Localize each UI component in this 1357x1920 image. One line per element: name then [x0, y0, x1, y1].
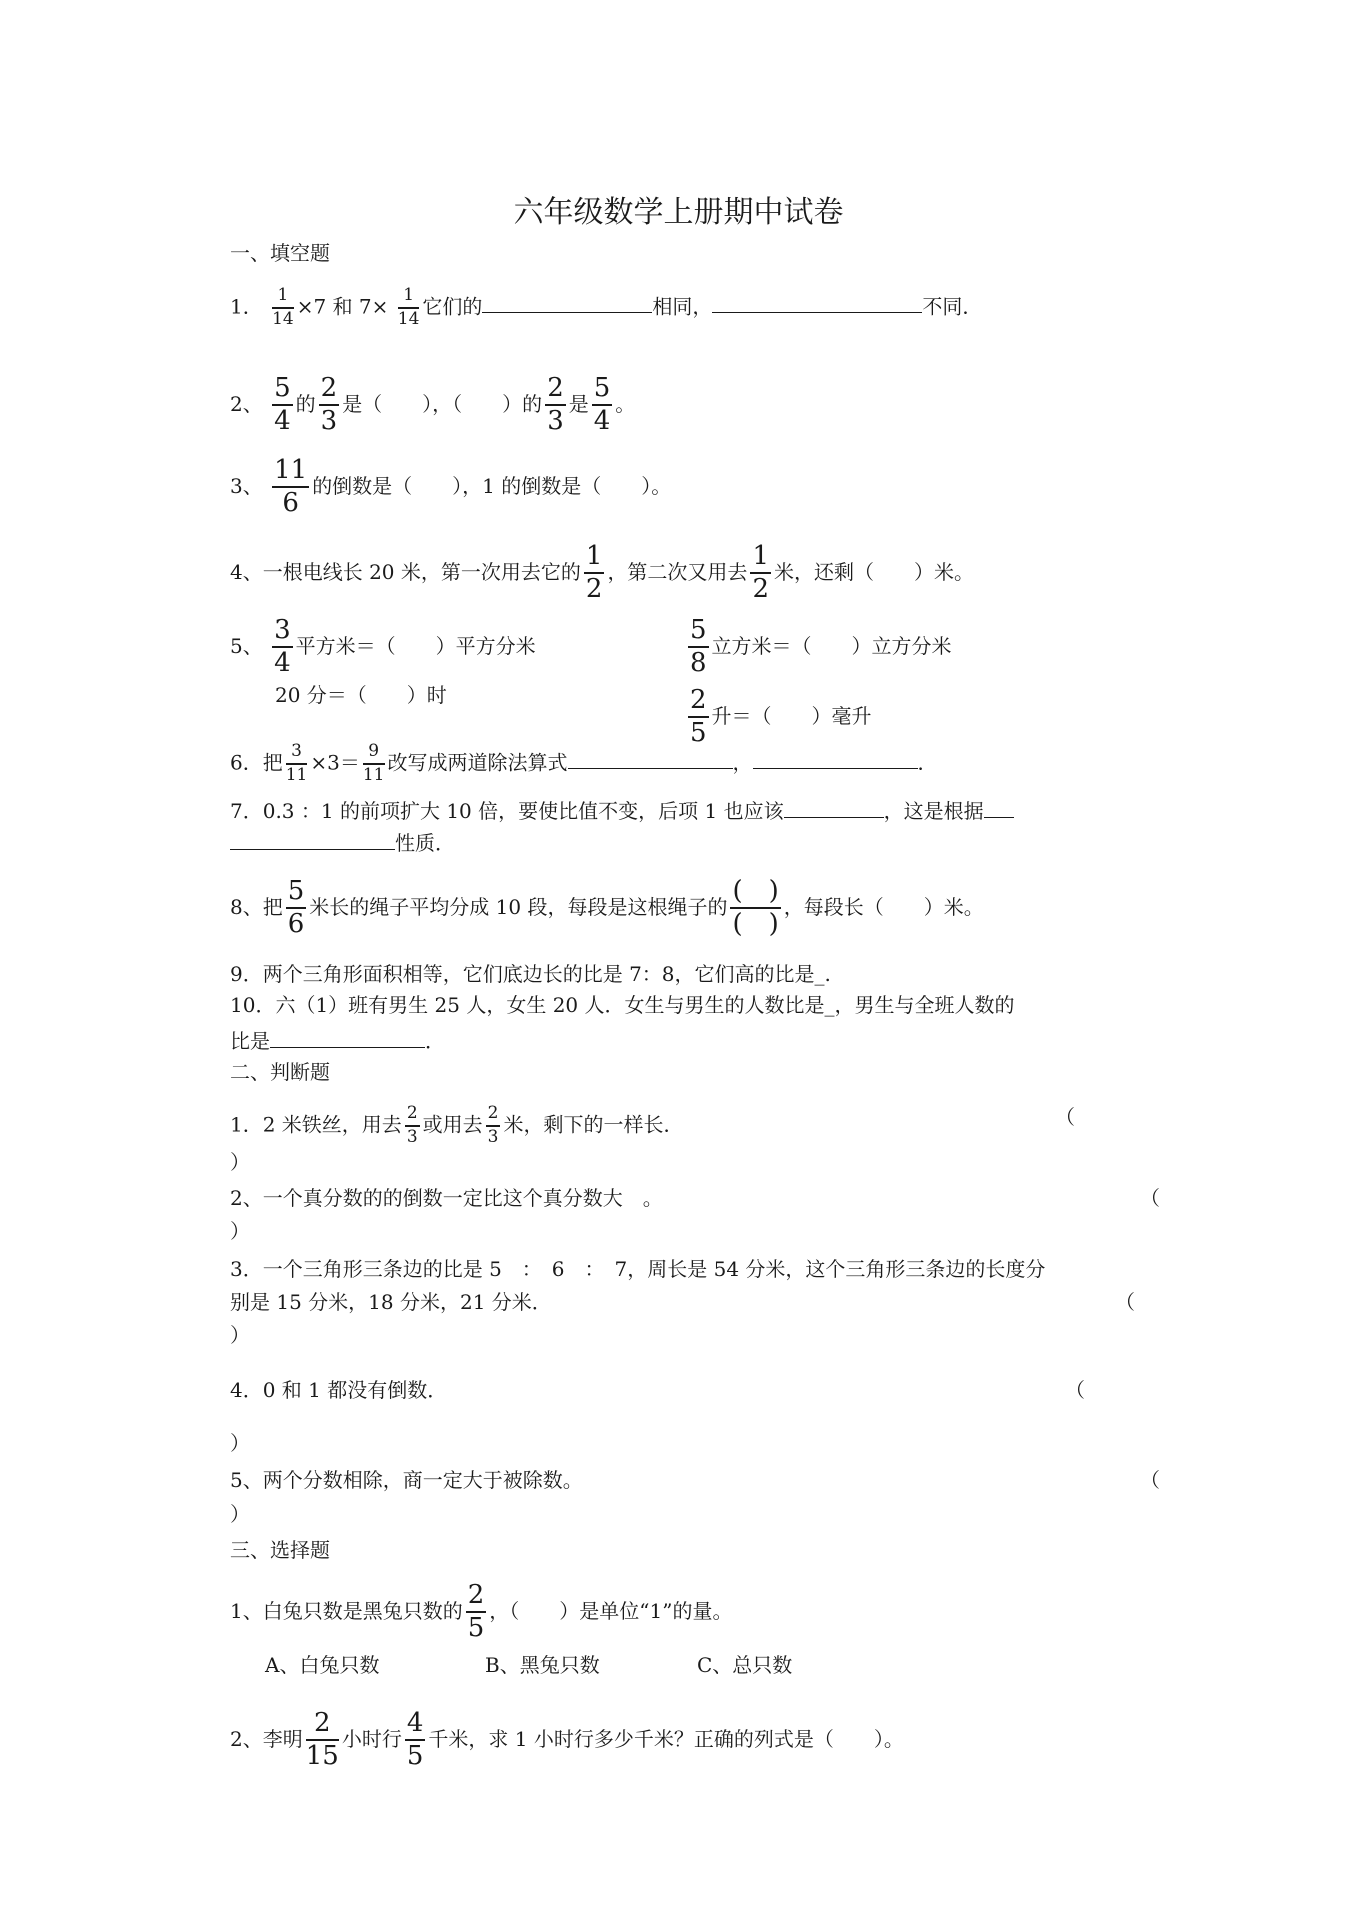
- question-text: ×3＝: [310, 750, 360, 775]
- fraction: $\frac{1}{14}$: [397, 285, 420, 329]
- option-b[interactable]: B、黑兔只数: [485, 1653, 600, 1677]
- question-text: 改写成两道除法算式: [387, 750, 568, 775]
- answer-paren-close[interactable]: ）: [230, 1150, 250, 1174]
- option-c[interactable]: C、总只数: [697, 1653, 793, 1677]
- question-text: 的倒数是（ ），1 的倒数是（ ）。: [312, 473, 672, 498]
- question-text: 的: [295, 391, 316, 416]
- question-text: ，（ ）是单位“1”的量。: [489, 1598, 733, 1623]
- judge-3-line-1: 3．一个三角形三条边的比是 5 ： 6 ： 7，周长是 54 分米，这个三角形三条边的长度分: [230, 1257, 1046, 1281]
- fraction: $\frac{2}{15}$: [305, 1708, 339, 1772]
- fraction: $\frac{2}{5}$: [467, 1580, 485, 1644]
- question-number: 5、: [230, 633, 263, 658]
- fraction: $\frac{11}{6}$: [274, 455, 308, 519]
- fraction: $\frac{5}{8}$: [690, 615, 707, 679]
- answer-paren-close[interactable]: ）: [230, 1323, 250, 1347]
- judge-4: 4．0 和 1 都没有倒数．: [230, 1378, 448, 1402]
- answer-blank[interactable]: [712, 292, 922, 313]
- fraction: $\frac{5}{4}$: [593, 373, 611, 437]
- question-text: 。: [615, 391, 636, 416]
- question-text: 1．2 米铁丝，用去: [230, 1112, 402, 1137]
- fraction-blank[interactable]: $\frac{( )}{( )}$: [732, 876, 779, 940]
- fraction: $\frac{3}{4}$: [274, 615, 291, 679]
- judge-2: 2、一个真分数的的倒数一定比这个真分数大 。: [230, 1186, 663, 1210]
- question-text: ，这是根据: [883, 799, 984, 823]
- question-5-row-2: [275, 685, 447, 705]
- question-text: ，每段长（ ）米。: [783, 894, 984, 919]
- question-text: 不同．: [922, 294, 983, 319]
- question-7-line-1: [230, 797, 1014, 821]
- question-text: 平方米＝（ ）平方分米: [295, 633, 536, 658]
- question-7-line-2: [230, 829, 455, 853]
- question-3: [230, 457, 671, 518]
- judge-5: 5、两个分数相除，商一定大于被除数。: [230, 1468, 583, 1492]
- choice-2: [230, 1710, 904, 1771]
- question-text: 米，剩下的一样长．: [503, 1112, 684, 1137]
- question-text: 它们的: [422, 294, 483, 319]
- option-a[interactable]: A、白兔只数: [265, 1653, 380, 1677]
- page-title: 六年级数学上册期中试卷: [513, 195, 844, 230]
- answer-blank[interactable]: [568, 748, 733, 769]
- question-text: 米长的绳子平均分成 10 段，每段是这根绳子的: [309, 894, 728, 919]
- question-2: [230, 375, 635, 436]
- question-text: 米，还剩（ ）米。: [773, 559, 974, 584]
- question-8: [230, 878, 984, 939]
- question-text: ，第二次又用去: [607, 559, 748, 584]
- section-heading-judge: 二、判断题: [230, 1060, 330, 1084]
- answer-paren-close[interactable]: ）: [230, 1502, 250, 1526]
- answer-paren-open[interactable]: （: [1140, 1468, 1160, 1492]
- fraction: $\frac{5}{6}$: [287, 876, 305, 940]
- question-text: 升＝（ ）毫升: [711, 703, 872, 728]
- question-text: 是（ ），（ ）的: [342, 391, 543, 416]
- fraction: $\frac{3}{11}$: [285, 741, 308, 785]
- fraction: $\frac{5}{4}$: [274, 373, 291, 437]
- question-number: 3、: [230, 473, 263, 498]
- question-text: 千米，求 1 小时行多少千米？正确的列式是（ ）。: [428, 1726, 904, 1751]
- question-text: 小时行: [341, 1726, 402, 1751]
- fraction: $\frac{1}{2}$: [585, 541, 603, 605]
- judge-1: [230, 1105, 683, 1147]
- judge-3-line-2: 别是 15 分米，18 分米，21 分米．: [230, 1290, 552, 1314]
- question-5-row-2-right: [685, 687, 872, 748]
- answer-blank[interactable]: [482, 292, 652, 313]
- fraction: $\frac{2}{3}$: [406, 1103, 418, 1147]
- question-9: 9．两个三角形面积相等，它们底边长的比是 7：8，它们高的比是_.: [230, 962, 831, 986]
- fraction: $\frac{4}{5}$: [406, 1708, 424, 1772]
- fraction: $\frac{9}{11}$: [362, 741, 385, 785]
- answer-paren-open[interactable]: （: [1115, 1290, 1135, 1314]
- fraction: $\frac{2}{3}$: [547, 373, 564, 437]
- question-text: 7．0.3 ：1 的前项扩大 10 倍，要使比值不变，后项 1 也应该: [230, 799, 784, 823]
- question-text: 是: [568, 391, 589, 416]
- section-heading-fill: 一、填空题: [230, 241, 330, 265]
- question-text: 20 分＝（ ）时: [275, 683, 447, 707]
- question-text: ．: [425, 1029, 445, 1053]
- question-6: [230, 743, 938, 785]
- answer-paren-close[interactable]: ）: [230, 1431, 250, 1455]
- question-number: 1．: [230, 294, 263, 319]
- question-text: 性质．: [395, 831, 455, 855]
- choice-1: [230, 1582, 732, 1643]
- question-text: ，: [732, 750, 753, 775]
- question-10-line-2: [230, 1027, 445, 1051]
- fraction: $\frac{2}{3}$: [487, 1103, 499, 1147]
- answer-blank[interactable]: [270, 1027, 425, 1048]
- question-text: ．: [917, 750, 938, 775]
- answer-blank[interactable]: [230, 829, 395, 850]
- section-heading-choice: 三、选择题: [230, 1538, 330, 1562]
- fraction: $\frac{1}{2}$: [752, 541, 769, 605]
- answer-paren-open[interactable]: （: [1065, 1378, 1085, 1402]
- question-number: 2、: [230, 391, 263, 416]
- question-text: 相同，: [652, 294, 713, 319]
- question-5-row-1-right: [685, 617, 952, 678]
- question-1: [230, 287, 982, 329]
- question-text: 2、李明: [230, 1726, 303, 1751]
- question-text: 立方米＝（ ）立方分米: [711, 633, 952, 658]
- fraction: $\frac{2}{3}$: [320, 373, 338, 437]
- answer-blank[interactable]: [784, 797, 884, 818]
- question-text: 8、把: [230, 894, 283, 919]
- question-text: 6．把: [230, 750, 283, 775]
- answer-paren-open[interactable]: （: [1055, 1105, 1075, 1129]
- answer-blank[interactable]: [753, 748, 918, 769]
- question-5-row-1: [230, 617, 536, 678]
- answer-paren-open[interactable]: （: [1140, 1186, 1160, 1210]
- question-text: 或用去: [422, 1112, 483, 1137]
- question-text: 比是: [230, 1029, 270, 1053]
- answer-blank[interactable]: [984, 797, 1014, 818]
- question-text: 4、一根电线长 20 米，第一次用去它的: [230, 559, 581, 584]
- question-text: ×7 和 7×: [296, 294, 389, 319]
- question-10-line-1: 10．六（1）班有男生 25 人，女生 20 人．女生与男生的人数比是_，男生与全班人数的: [230, 993, 1015, 1017]
- fraction: $\frac{2}{5}$: [690, 685, 707, 749]
- question-4: [230, 543, 974, 604]
- answer-paren-close[interactable]: ）: [230, 1219, 250, 1243]
- fraction: $\frac{1}{14}$: [272, 285, 294, 329]
- question-text: 1、白兔只数是黑兔只数的: [230, 1598, 463, 1623]
